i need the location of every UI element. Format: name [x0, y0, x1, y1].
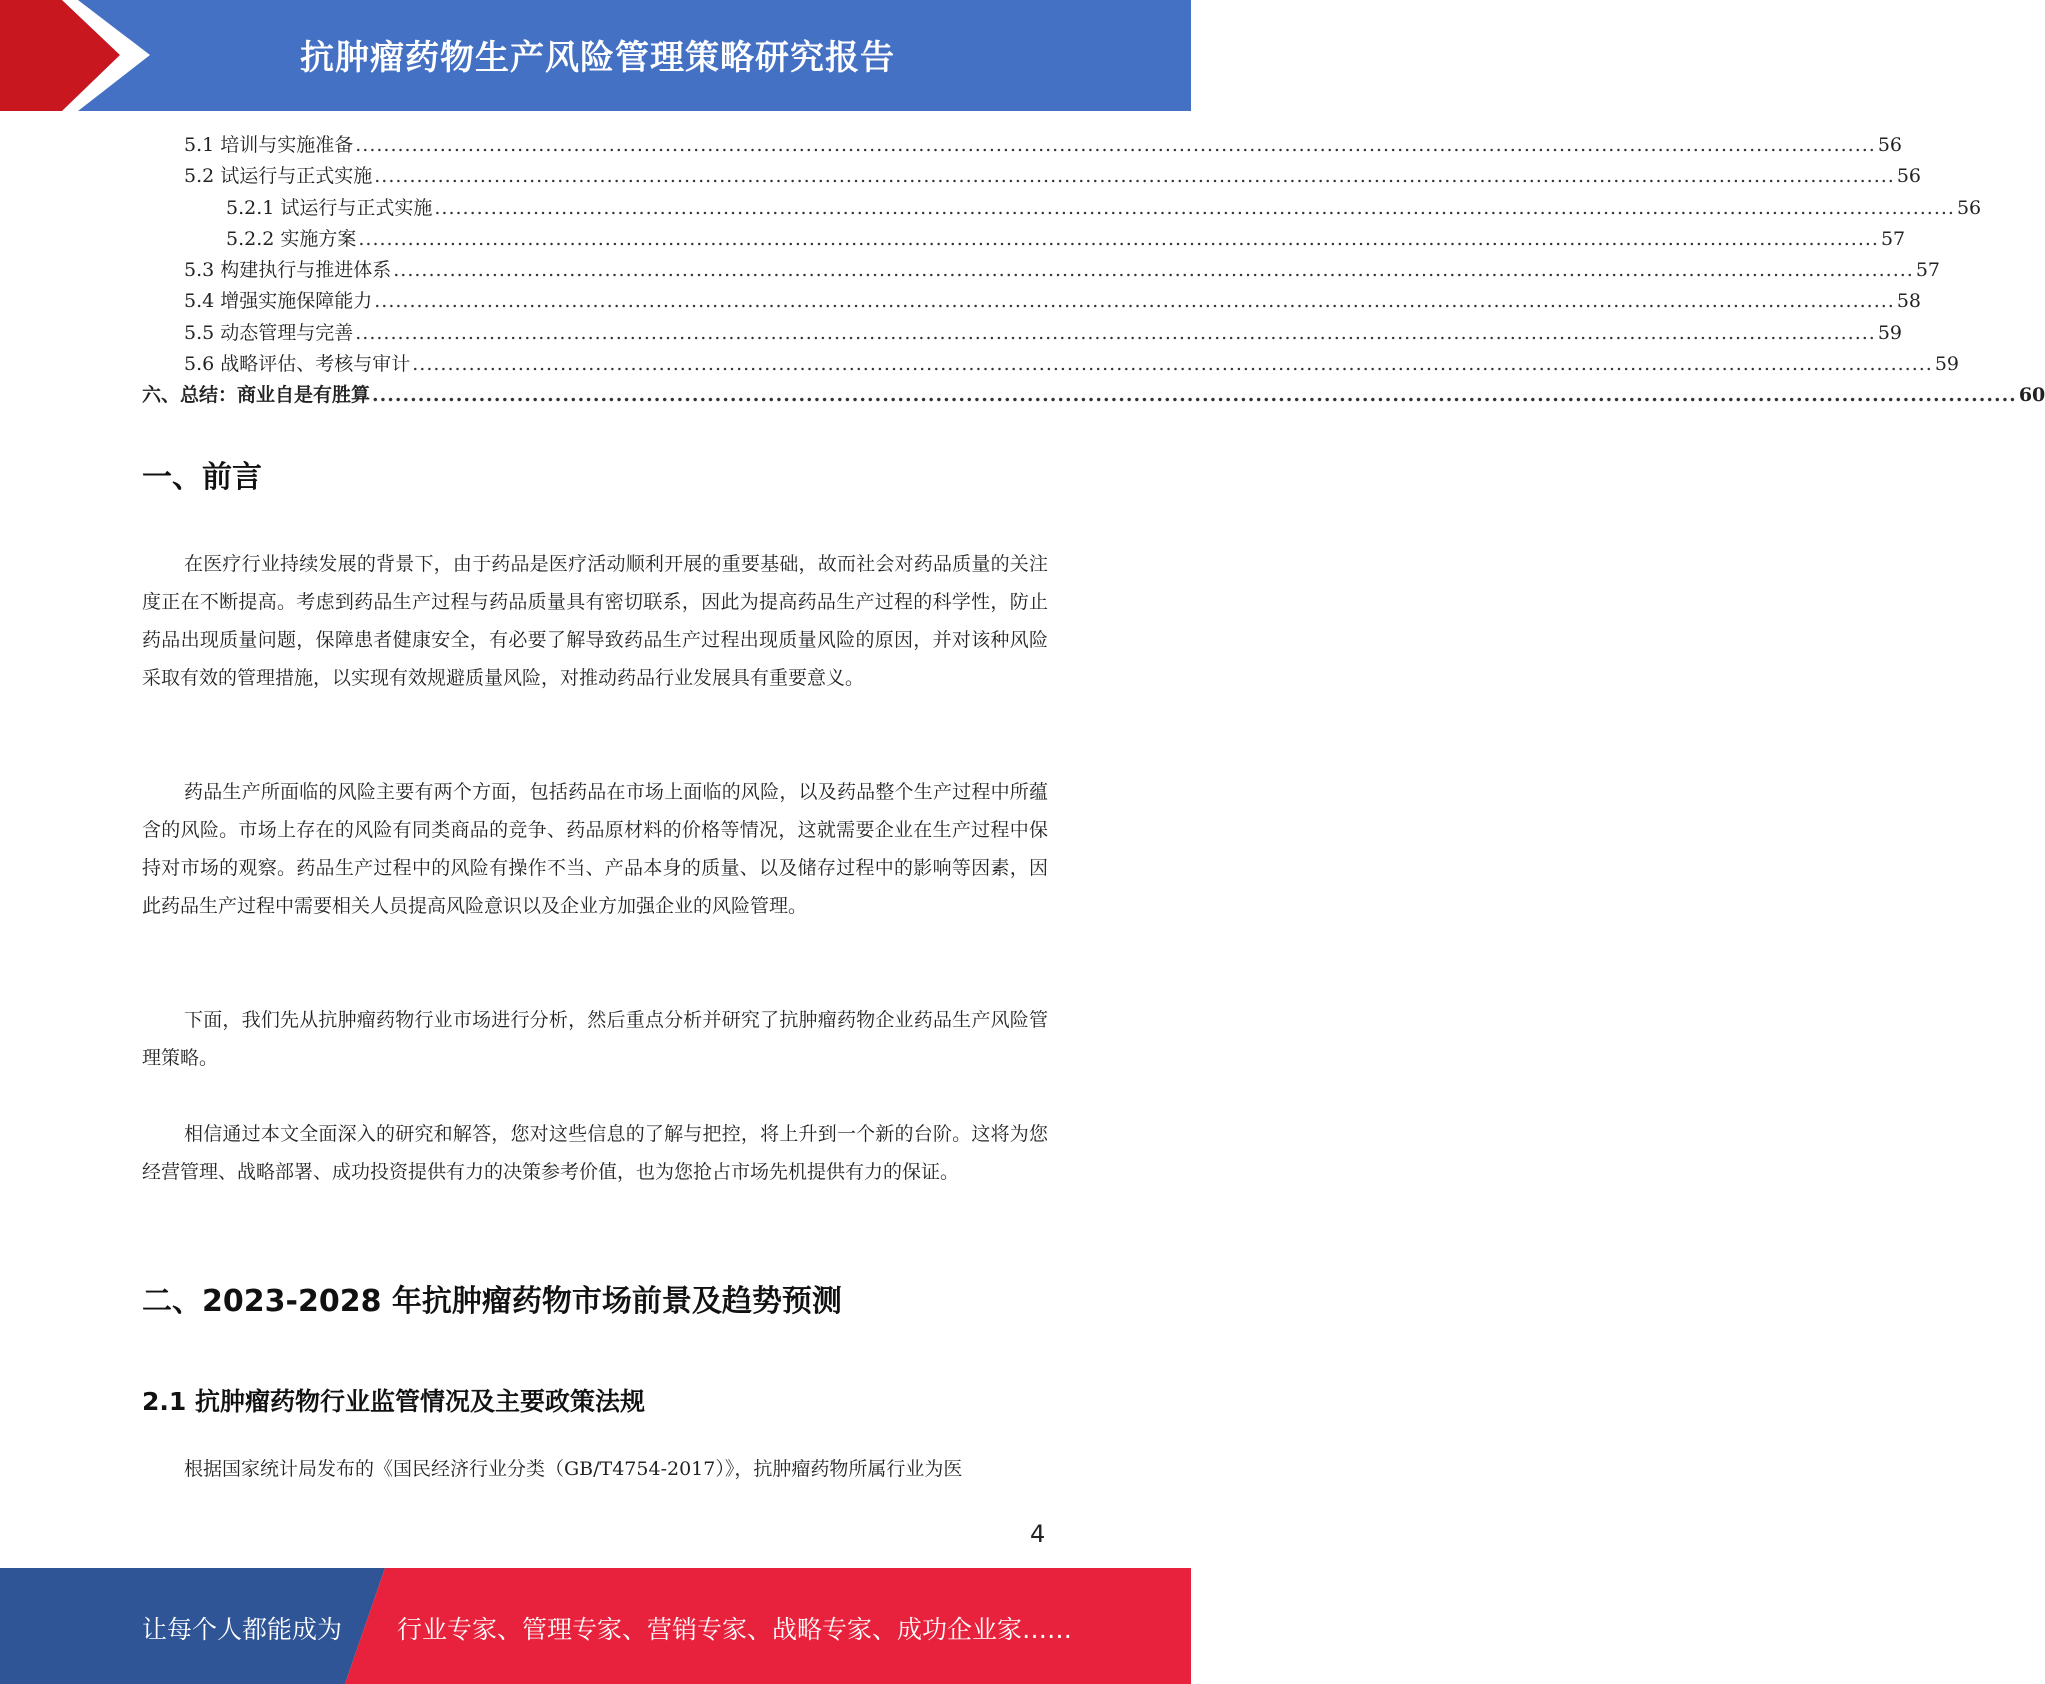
toc-entry-page: 60 [2018, 384, 2045, 407]
table-of-contents [142, 130, 2045, 412]
toc-entry[interactable] [142, 349, 1959, 380]
toc-entry-page: 57 [1880, 227, 1906, 250]
toc-entry-label: 5.6 战略评估、考核与审计 [184, 353, 411, 376]
toc-entry[interactable] [142, 161, 1921, 192]
section-heading-preface: 一、前言 [142, 460, 262, 495]
report-title: 抗肿瘤药物生产风险管理策略研究报告 [300, 38, 895, 78]
toc-entry-label: 5.2.1 试运行与正式实施 [226, 196, 433, 219]
toc-entry[interactable] [142, 193, 1982, 224]
toc-leader-dots: ........................................................................................................................................................................................................................ [355, 321, 1876, 344]
toc-entry[interactable] [142, 255, 1940, 286]
body-paragraph: 药品生产所面临的风险主要有两个方面，包括药品在市场上面临的风险，以及药品整个生产过程中所蕴含的风险。市场上存在的风险有同类商品的竞争、药品原材料的价格等情况，这就需要企业在生产过程中保持对市场的观察。药品生产过程中的风险有操作不当、产品本身的质量、以及储存过程中的影响等因素，因此药品生产过程中需要相关人员提高风险意识以及企业方加强企业的风险管理。 [142, 781, 1048, 917]
toc-entry[interactable] [142, 130, 1902, 161]
toc-leader-dots: ........................................................................................................................................................................................................................ [372, 384, 2017, 407]
toc-entry-label: 5.1 培训与实施准备 [184, 134, 354, 156]
toc-leader-dots: ........................................................................................................................................................................................................................ [434, 196, 1955, 219]
toc-entry[interactable] [142, 224, 1906, 255]
toc-entry[interactable] [142, 380, 2045, 411]
toc-entry-page: 59 [1877, 321, 1902, 344]
toc-leader-dots: ........................................................................................................................................................................................................................ [393, 259, 1914, 282]
toc-entry-page: 56 [1956, 196, 1982, 219]
section-heading-market: 二、2023-2028 年抗肿瘤药物市场前景及趋势预测 [142, 1284, 842, 1319]
body-paragraph: 根据国家统计局发布的《国民经济行业分类（GB/T4754-2017）》，抗肿瘤药物所属行业为医 [184, 1458, 963, 1480]
toc-entry-page: 59 [1934, 353, 1959, 376]
footer-slogan-right: 行业专家、管理专家、营销专家、战略专家、成功企业家…… [397, 1615, 1073, 1644]
body-paragraph: 在医疗行业持续发展的背景下，由于药品是医疗活动顺利开展的重要基础，故而社会对药品质量的关注度正在不断提高。考虑到药品生产过程与药品质量具有密切联系，因此为提高药品生产过程的科学性，防止药品出现质量问题，保障患者健康安全，有必要了解导致药品生产过程出现质量风险的原因，并对该种风险采取有效的管理措施，以实现有效规避质量风险，对推动药品行业发展具有重要意义。 [142, 553, 1048, 689]
toc-entry-label: 六、总结：商业自是有胜算 [142, 384, 371, 407]
toc-entry-page: 56 [1877, 134, 1902, 156]
toc-entry-page: 57 [1915, 259, 1940, 282]
body-paragraph: 下面，我们先从抗肿瘤药物行业市场进行分析，然后重点分析并研究了抗肿瘤药物企业药品生产风险管理策略。 [142, 1009, 1048, 1069]
sub-heading-regulation: 2.1 抗肿瘤药物行业监管情况及主要政策法规 [142, 1387, 645, 1416]
toc-entry-label: 5.5 动态管理与完善 [184, 321, 354, 344]
toc-entry[interactable] [142, 318, 1902, 349]
toc-leader-dots: ........................................................................................................................................................................................................................ [355, 134, 1876, 156]
toc-leader-dots: ........................................................................................................................................................................................................................ [374, 165, 1895, 188]
toc-entry-label: 5.2 试运行与正式实施 [184, 165, 373, 188]
page-number: 4 [1030, 1520, 1046, 1548]
toc-leader-dots: ........................................................................................................................................................................................................................ [374, 290, 1895, 313]
page-footer [0, 1568, 1191, 1684]
toc-entry-label: 5.3 构建执行与推进体系 [184, 259, 392, 282]
body-paragraph: 相信通过本文全面深入的研究和解答，您对这些信息的了解与把控，将上升到一个新的台阶。这将为您经营管理、战略部署、成功投资提供有力的决策参考价值，也为您抢占市场先机提供有力的保证。 [142, 1123, 1048, 1183]
toc-entry-label: 5.2.2 实施方案 [226, 227, 357, 250]
toc-leader-dots: ........................................................................................................................................................................................................................ [412, 353, 1933, 376]
header-arrow-decoration [0, 0, 160, 111]
toc-entry[interactable] [142, 286, 1921, 317]
footer-slogan-left: 让每个人都能成为 [142, 1615, 343, 1644]
toc-leader-dots: ........................................................................................................................................................................................................................ [358, 227, 1879, 250]
toc-entry-page: 58 [1896, 290, 1921, 313]
page-header [0, 0, 1191, 111]
toc-entry-label: 5.4 增强实施保障能力 [184, 290, 373, 313]
toc-entry-page: 56 [1896, 165, 1921, 188]
